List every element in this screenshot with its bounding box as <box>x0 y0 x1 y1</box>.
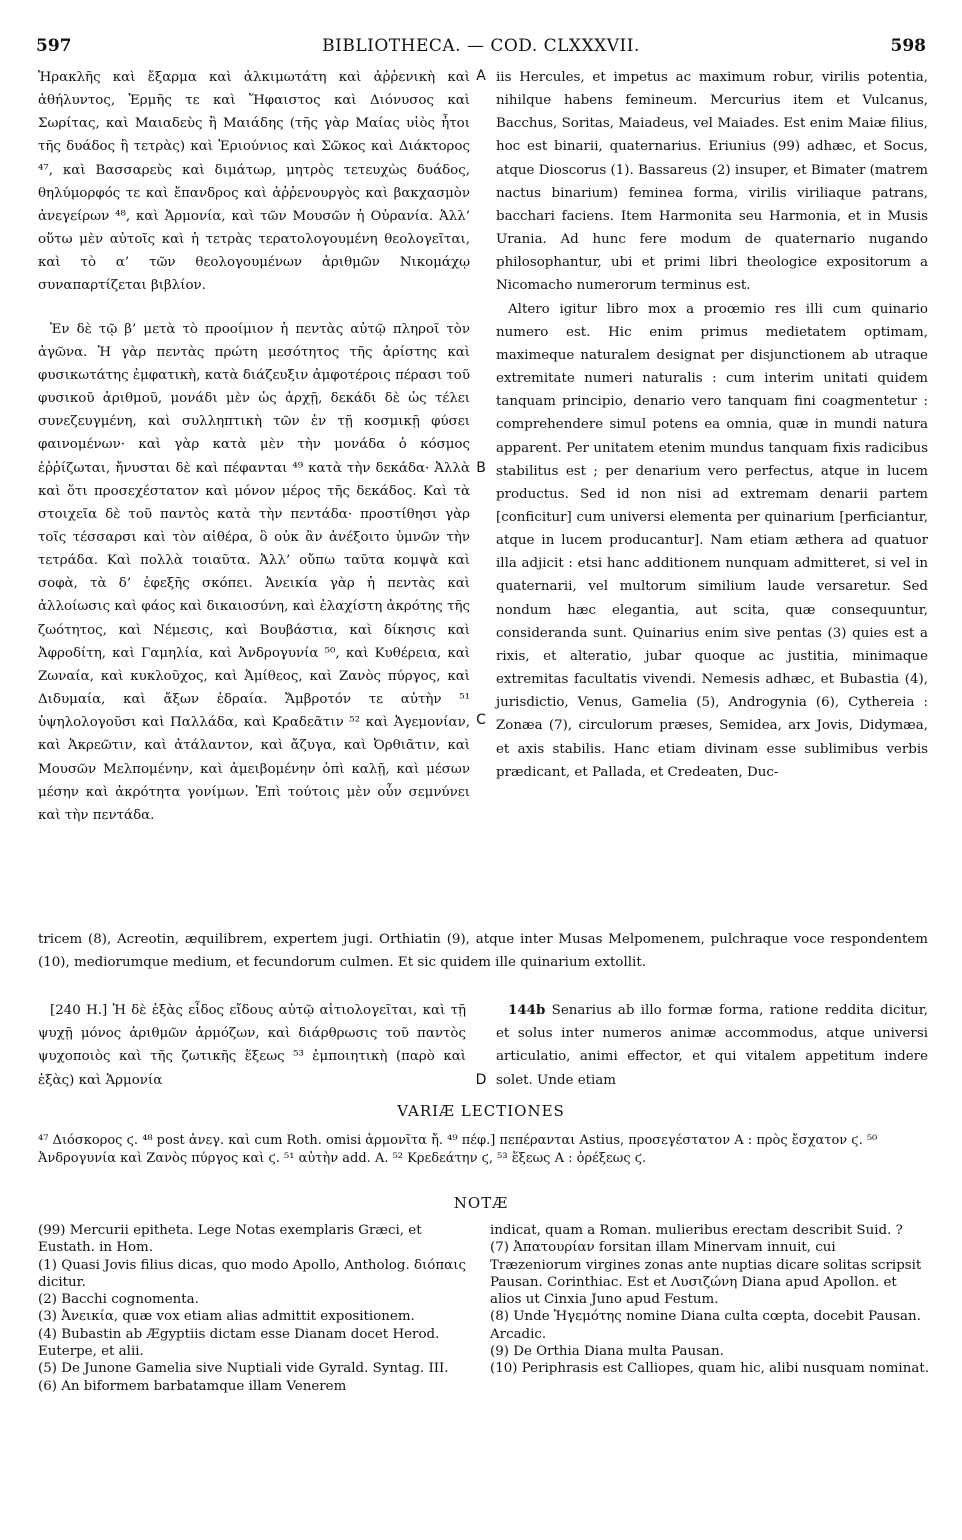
margin-marker-b: B <box>476 460 486 476</box>
greek-column-bottom: [240 H.] Ἡ δὲ ἑξὰς εἶδος εἴδους αὐτῷ αἰτιολογεῖται, καὶ τῇ ψυχῇ μόνος ἀριθμῶν ἁρμόζων, καὶ διάρθρωσις τοῦ παντὸς ψυχοποιὸς καὶ τῆς ζωτικῆς ἕξεως ⁵³ ἐμποιητικὴ (παρὸ καὶ ἑξὰς) καὶ Ἁρμονία <box>38 1003 466 1088</box>
notes-right-column <box>490 1222 930 1378</box>
variae-lectiones-heading: VARIÆ LECTIONES <box>397 1102 565 1120</box>
latin-paragraph-2: Altero igitur libro mox a proœmio res illi cum quinario numero est. Hic enim primus medietatem optimam, maximeque naturalem designat per disjunctionem ab utraque extremitate numeri naturalis : cum interim unitati quidem tanquam principio, denario vero tanquam fini coagmentetur : comprehendere simul potens ea omnia, quæ in mundi natura apparent. Per unitatem etenim mundus tanquam fixis radicibus stabilitus est ; per denarium vero perfectus, atque in lucem productus. Sed id non nisi ad extremam denarii partem [conficitur] cum universi elementa per quinarium [perficiantur, atque in lucem producantur]. Nam etiam æthera ad quatuor illa adjicit : etsi hanc additionem nunquam admitteret, si vel in quaternarii, vel multorum similium laude versaretur. Sed nondum hæc elegantia, aut scita, quæ consequuntur, considerandа sunt. Quinarius enim sive pentas (3) quies est a rixis, et alteratio, jubar quoque ac justitia, minimaque extremitas facultatis vivendi. Nemesis adhæc, et Bubastia (4), jurisdictio, Venus, Gamelia (5), Androgynia (6), Cythereia : Zonæa (7), circulorum præses, Semidea, arx Jovis, Didymæa, et axis stabilis. Hanc etiam divinam esse sublimibus verbis prædicant, et Pallada, et Credeaten, Duc- <box>496 301 928 780</box>
margin-marker-c: C <box>476 712 486 728</box>
note: indicat, quam a Roman. mulieribus erectam describit Suid. ? <box>490 1223 903 1238</box>
note: (99) Mercurii epitheta. Lege Notas exemplaris Græci, et Eustath. in Hom. <box>38 1223 422 1256</box>
latin-paragraph-1: iis Hercules, et impetus ac maximum robur, virilis potentia, nihilque habens femineum. Mercurius item et Vulcanus, Bacchus, Soritas, Maiadeus, vel Maiades. Est enim Maiæ filius, hoc est binarii, quaternarius. Eriunius (99) adhæc, et Socus, atque Dioscorus (1). Bassareus (2) insuper, et Bimater (matrem nactus binarium) feminea forma, virilis viriliaque patrans, bacchari faciens. Item Harmonita seu Harmonia, et in Musis Urania. Ad hunc fere modum de quaternario nugando philosophantur, ubi et primi libri theologice expositorum a Nicomacho numerorum terminus est. <box>496 70 928 294</box>
page-header <box>36 36 926 62</box>
margin-marker-a: A <box>476 68 486 84</box>
latin-column-bottom: 144b Senarius ab illo formæ forma, ratione redditа dicitur, et solus inter numeros animæ accommodus, atque universi articulatio, animi effector, et qui vitalem appetitum indere solet. Unde etiam <box>496 1002 928 1088</box>
variae-lectiones: ⁴⁷ Διόσκορος ϛ. ⁴⁸ post ἀνεγ. καὶ cum Roth. omisi ἁρμονῖτα ἤ. ⁴⁹ πέφ.] πεπέρανται Astius, προσεγέστατον A : πρὸς ἔσχατον ϛ. ⁵⁰ Ἀνδρογυνία καὶ Ζανὸς πύργος καὶ ϛ. ⁵¹ αὐτὴν add. A. ⁵² Κρεδεάτην ϛ, ⁵³ ἕξεως A : ὀρέξεως ϛ. <box>38 1133 878 1166</box>
note: (8) Unde Ἡγεμότης nomine Diana cultа cœpta, docebit Pausan. Arcadic. <box>490 1309 921 1342</box>
greek-column-top <box>38 66 470 827</box>
running-title: BIBLIOTHECA. — COD. CLXXXVII. <box>322 36 640 56</box>
note: (2) Bacchi cognomenta. <box>38 1292 199 1308</box>
note: (6) An biformem barbatamque illam Venerem <box>38 1378 347 1394</box>
full-width-paragraph: tricem (8), Acreotin, æquilibrem, expertem jugi. Orthiatin (9), atque inter Musas Melpomenem, pulchraque voce respondentem (10), mediorumque medium, et fecundorum culmen. Et sic quidem ille quinarium extollit. <box>38 932 928 971</box>
greek-paragraph-2: Ἐν δὲ τῷ β’ μετὰ τὸ προοίμιον ἡ πεντὰς αὐτῷ πληροῖ τὸν ἀγῶνα. Ἡ γὰρ πεντὰς πρώτη μεσότητος τῆς ἀρίστης καὶ φυσικωτάτης ἐμφατικὴ, κατὰ διάζευξιν ἀμφοτέροις πέρασι τοῦ φυσικοῦ ἀριθμοῦ, μονάδι μὲν ὡς ἀρχῇ, δεκάδι δὲ ὡς τέλει συνεζευγμένη, καὶ συλληπτικὴ τῶν ἐν τῇ κοσμικῇ φύσει φαινομένων· καὶ γὰρ κατὰ μὲν τὴν μονάδα ὁ κόσμος ἐῤῥίζωται, ἤνυσται δὲ καὶ πέφανται ⁴⁹ κατὰ τὴν δεκάδα· Ἀλλὰ καὶ ὅτι προσεχέστατον καὶ μόνον μέρος τῆς δεκάδος. Καὶ τὰ στοιχεῖα δὲ τοῦ παντὸς κατὰ τὴν πεντάδα· προστίθησι γὰρ τοῖς τέσσαρσι καὶ τὸν αἰθέρα, ὃ οὐκ ἂν ἀνέξοιτο ὑμνῶν τὴν τετράδα. Καὶ πολλὰ τοιαῦτα. Ἀλλ’ οὔπω ταῦτα κομψὰ καὶ σοφὰ, τὰ δ’ ἐφεξῆς σκόπει. Ἀνεικία γὰρ ἡ πεντὰς καὶ ἀλλοίωσις καὶ φάος καὶ δικαιοσύνη, καὶ ἐλαχίστη ἀκρότης τῆς ζωότητος, καὶ Νέμεσις, καὶ Βουβάστια, καὶ δίκησις καὶ Ἀφροδίτη, καὶ Γαμηλία, καὶ Ἀνδρογυνία ⁵⁰, καὶ Κυθέρεια, καὶ Ζωναία, καὶ κυκλοῦχος, καὶ Ἀμίθεος, καὶ Ζανὸς πύργος, καὶ Διδυμαία, καὶ ἄξων ἑδραία. Ἄμβροτόν τε αὐτὴν ⁵¹ ὑψηλολογοῦσι καὶ Παλλάδα, καὶ Κραδεᾶτιν ⁵² καὶ Ἀγεμονίαν, καὶ Ἀκρεῶτιν, καὶ ἀτάλαντον, καὶ ἄζυγα, καὶ Ὀρθιᾶτιν, καὶ Μουσῶν Μελπομένην, καὶ ἀμειβομένην ὀπὶ καλῇ, καὶ μέσων μέσην καὶ ἀκρότητα γονίμων. Ἐπὶ τούτοις μὲν οὖν σεμνύνει καὶ τὴν πεντάδα. <box>38 321 470 823</box>
note: (3) Ἀνεικία, quæ vox etiam alias admittit expositionem. <box>38 1309 415 1325</box>
notae-heading: NOTÆ <box>453 1194 509 1212</box>
greek-paragraph-1: Ἡρακλῆς καὶ ἔξαρμα καὶ ἀλκιμωτάτη καὶ ἀῤῥενικὴ καὶ ἀθήλυντος, Ἑρμῆς τε καὶ Ἥφαιστος καὶ Διόνυσος καὶ Σωρίτας, καὶ Μαιαδεὺς ἢ Μαιάδης (τῆς γὰρ Μαίας υἱὸς ἦτοι τῆς δυάδος ἢ τετρὰς) καὶ Ἐριούνιος καὶ Σῶκος καὶ Διάκτορος ⁴⁷, καὶ Βασσαρεὺς καὶ διμάτωρ, μητρὸς τετευχὼς δυάδος, θηλύμορφός τε καὶ ἔπανδρος καὶ ἀῤῥενουργὸς καὶ βακχασμὸν ἀνεγείρων ⁴⁸, καὶ Ἁρμονία, καὶ τῶν Μουσῶν ἡ Οὐρανία. Ἀλλ’ οὕτω μὲν αὐτοῖς καὶ ἡ τετρὰς τερατολογουμένη θεολογεῖται, καὶ τὸ α’ τῶν θεολογουμένων ἀριθμῶν Νικομάχῳ συναπαρτίζεται βιβλίον. <box>38 70 470 294</box>
note: (9) De Orthia Diana multa Pausan. <box>490 1344 724 1360</box>
page-number-left: 597 <box>36 36 72 56</box>
note: (1) Quasi Jovis filius dicas, quo modo Apollo, Antholog. διόπαις dicitur. <box>38 1257 466 1290</box>
note: (10) Periphrasis est Calliopes, quam hic, alibi nusquam nominat. <box>490 1361 929 1377</box>
note: (4) Bubastin ab Ægyptiis dictam esse Dianam docet Herod. Euterpe, et alii. <box>38 1326 440 1360</box>
marginal-reference: 144b <box>508 1002 546 1018</box>
margin-marker-d: D <box>475 1072 487 1088</box>
note: (5) De Junone Gamelia sive Nuptiali vide Gyrald. Syntag. III. <box>38 1361 449 1377</box>
page-number-right: 598 <box>890 36 926 56</box>
notes-left-column <box>38 1222 478 1395</box>
note: (7) Ἀπατουρίαν forsitan illam Minervam innuit, cui Træzeniorum virgines zonas ante nuptias dicare solitas scripsit Pausan. Corinthiac. Est et Λυσιζώνη Diana apud Apollon. et alios ut Cinxia Juno apud Festum. <box>490 1240 922 1308</box>
latin-column-top <box>496 66 928 784</box>
